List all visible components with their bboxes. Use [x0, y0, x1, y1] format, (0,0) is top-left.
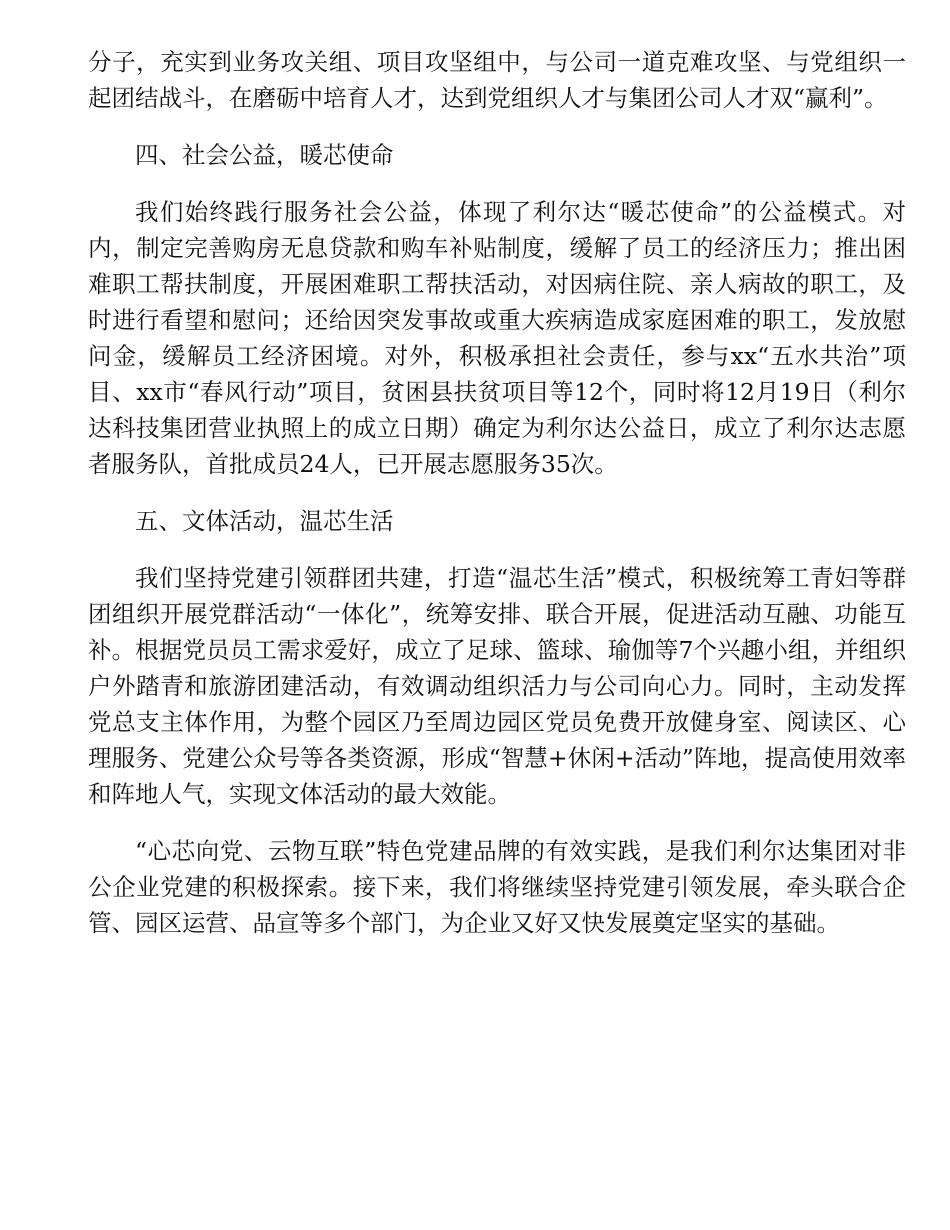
section-heading-cultural-activities: 五、文体活动，温芯生活	[135, 507, 394, 535]
paragraph-public-welfare: 我们始终践行服务社会公益，体现了利尔达“暖芯使命”的公益模式。对内，制定完善购房无息贷款和购车补贴制度，缓解了员工的经济压力；推出困难职工帮扶制度，开展困难职工帮扶活动，对因病住院、亲人病故的职工，及时进行看望和慰问；还给因突发事故或重大疾病造成家庭困难的职工，发放慰问金，缓解员工经济困境。对外，积极承担社会责任，参与xx“五水共治”项目、xx市“春风行动”项目，贫困县扶贫项目等12个，同时将12月19日（利尔达科技集团营业执照上的成立日期）确定为利尔达公益日，成立了利尔达志愿者服务队，首批成员24人，已开展志愿服务35次。	[88, 198, 906, 478]
document-page	[88, 44, 906, 941]
section-heading-public-welfare: 四、社会公益，暖芯使命	[135, 141, 394, 169]
paragraph-conclusion: “心芯向党、云物互联”特色党建品牌的有效实践，是我们利尔达集团对非公企业党建的积极探索。接下来，我们将继续坚持党建引领发展，牵头联合企管、园区运营、品宣等多个部门，为企业又好又快发展奠定坚实的基础。	[88, 837, 906, 937]
paragraph-cultural-activities: 我们坚持党建引领群团共建，打造“温芯生活”模式，积极统筹工青妇等群团组织开展党群活动“一体化”，统筹安排、联合开展，促进活动互融、功能互补。根据党员员工需求爱好，成立了足球、篮球、瑜伽等7个兴趣小组，并组织户外踏青和旅游团建活动，有效调动组织活力与公司向心力。同时，主动发挥党总支主体作用，为整个园区乃至周边园区党员免费开放健身室、阅读区、心理服务、党建公众号等各类资源，形成“智慧+休闲+活动”阵地，提高使用效率和阵地人气，实现文体活动的最大效能。	[88, 564, 906, 808]
paragraph-continuation: 分子，充实到业务攻关组、项目攻坚组中，与公司一道克难攻坚、与党组织一起团结战斗，在磨砺中培育人才，达到党组织人才与集团公司人才双“赢利”。	[88, 48, 906, 112]
